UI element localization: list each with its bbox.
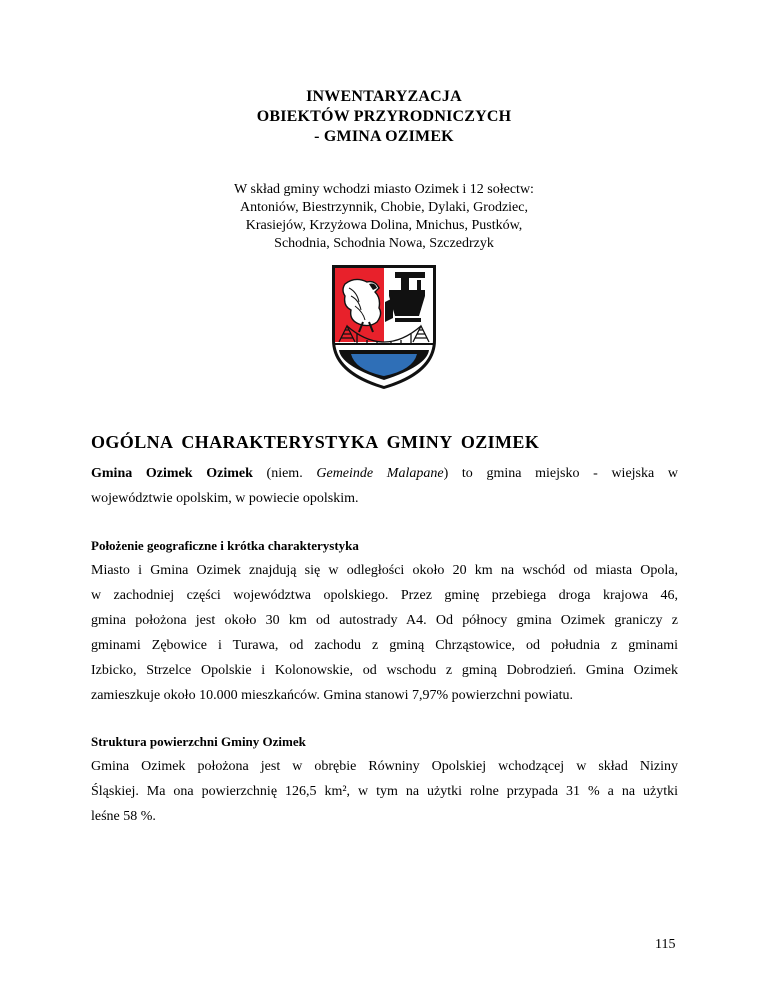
general-paragraph — [91, 461, 678, 511]
structure-line-3: leśne 58 %. — [91, 809, 156, 824]
intro-line-1: W skład gminy wchodzi miasto Ozimek i 12 sołectw: — [234, 182, 534, 197]
structure-line-2: Śląskiej. Ma ona powierzchnię 126,5 km², w tym na użytki rolne przypada 31 % a na użytki — [91, 784, 678, 799]
general-text-b: ) to gmina miejsko - wiejska w — [443, 466, 678, 481]
geo-line-6: zamieszkuje około 10.000 mieszkańców. Gmina stanowi 7,97% powierzchni powiatu. — [91, 688, 573, 703]
general-line-2: województwie opolskim, w powiecie opolskim. — [91, 491, 359, 506]
intro-paragraph — [0, 181, 768, 253]
structure-line-1: Gmina Ozimek położona jest w obrębie Równiny Opolskiej wchodzącej w skład Niziny — [91, 759, 678, 774]
intro-line-3: Krasiejów, Krzyżowa Dolina, Mnichus, Pustków, — [245, 218, 523, 233]
intro-line-2: Antoniów, Biestrzynnik, Chobie, Dylaki, Grodziec, — [240, 200, 528, 215]
general-line-1 — [91, 461, 678, 486]
geo-line-5: Izbicko, Strzelce Opolskie i Kolonowskie, od wschodu z gminą Dobrodzień. Gmina Ozimek — [91, 663, 678, 678]
geo-line-1: Miasto i Gmina Ozimek znajdują się w odległości około 20 km na wschód od miasta Opola, — [91, 563, 678, 578]
german-name: Gemeinde Malapane — [316, 466, 444, 481]
general-text-a: (niem. — [252, 466, 317, 481]
geo-line-3: gmina położona jest około 30 km od autostrady A4. Od północy gmina Ozimek graniczy z — [91, 613, 678, 628]
geo-line-4: gminami Zębowice i Turawa, od zachodu z gminą Chrząstowice, od południa z gminami — [91, 638, 678, 653]
geo-line-2: w zachodniej części województwa opolskiego. Przez gminę przebiega droga krajowa 46, — [91, 588, 678, 603]
title-line-2: OBIEKTÓW PRZYRODNICZYCH — [256, 108, 512, 125]
title-line-3: - GMINA OZIMEK — [314, 128, 454, 145]
section-heading: OGÓLNA CHARAKTERYSTYKA GMINY OZIMEK — [91, 432, 540, 452]
document-title — [0, 87, 768, 147]
structure-paragraph — [91, 754, 678, 829]
title-line-1: INWENTARYZACJA — [306, 88, 462, 105]
coat-of-arms-ozimek — [329, 262, 439, 392]
gmina-name: Gmina Ozimek Ozimek — [91, 466, 253, 481]
page-number: 115 — [655, 937, 676, 952]
structure-heading: Struktura powierzchni Gminy Ozimek — [91, 734, 306, 749]
geo-heading: Położenie geograficzne i krótka charakterystyka — [91, 538, 359, 553]
geo-paragraph — [91, 558, 678, 708]
intro-line-4: Schodnia, Schodnia Nowa, Szczedrzyk — [274, 236, 494, 251]
